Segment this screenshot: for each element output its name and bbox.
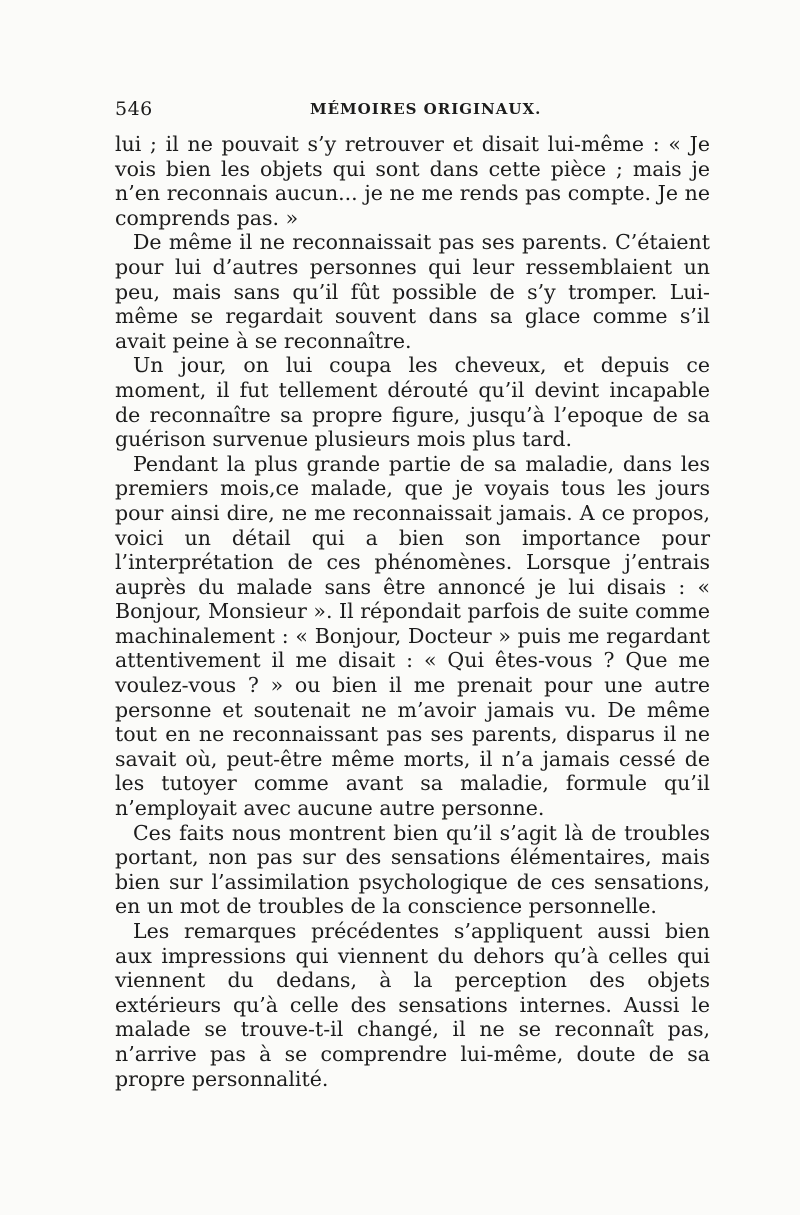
running-title: MÉMOIRES ORIGINAUX. xyxy=(310,100,542,118)
paragraph: Les remarques précédentes s’appliquent aussi bien aux impressions qui viennent du dehors qu’à celles qui viennent du dedans, à la perception des objets extérieurs qu’à celle des sensations internes. Aussi le malade se trouve-t-il changé, il ne se reconnaît pas, n’arrive pas à se comprendre lui-même, doute de sa propre personnalité. xyxy=(115,919,710,1091)
page-number: 546 xyxy=(115,98,153,120)
page-header xyxy=(115,98,710,132)
paragraph: De même il ne reconnaissait pas ses parents. C’étaient pour lui d’autres personnes qui leur ressemblaient un peu, mais sans qu’il fût possible de s’y tromper. Lui-même se regardait souvent dans sa glace comme s’il avait peine à se reconnaître. xyxy=(115,230,710,353)
paragraph: Ces faits nous montrent bien qu’il s’agit là de troubles portant, non pas sur des sensations élémentaires, mais bien sur l’assimilation psychologique de ces sensations, en un mot de troubles de la conscience personnelle. xyxy=(115,820,710,919)
paragraph: Un jour, on lui coupa les cheveux, et depuis ce moment, il fut tellement dérouté qu’il devint incapable de reconnaître sa propre figure, jusqu’à l’epoque de sa guérison survenue plusieurs mois plus tard. xyxy=(115,353,710,452)
body-text xyxy=(115,132,710,1091)
paragraph-continuation: lui ; il ne pouvait s’y retrouver et disait lui-même : « Je vois bien les objets qui sont dans cette pièce ; mais je n’en reconnais aucun... je ne me rends pas compte. Je ne comprends pas. » xyxy=(115,132,710,230)
paragraph: Pendant la plus grande partie de sa maladie, dans les premiers mois,ce malade, que je voyais tous les jours pour ainsi dire, ne me reconnaissait jamais. A ce propos, voici un détail qui a bien son importance pour l’interprétation de ces phénomènes. Lorsque j’entrais auprès du malade sans être annoncé je lui disais : « Bonjour, Monsieur ». Il répondait parfois de suite comme machinalement : « Bonjour, Docteur » puis me regardant attentivement il me disait : « Qui êtes-vous ? Que me voulez-vous ? » ou bien il me prenait pour une autre personne et soutenait ne m’avoir jamais vu. De même tout en ne reconnaissant pas ses parents, disparus il ne savait où, peut-être même morts, il n’a jamais cessé de les tutoyer comme avant sa maladie, formule qu’il n’employait avec aucune autre personne. xyxy=(115,451,710,821)
